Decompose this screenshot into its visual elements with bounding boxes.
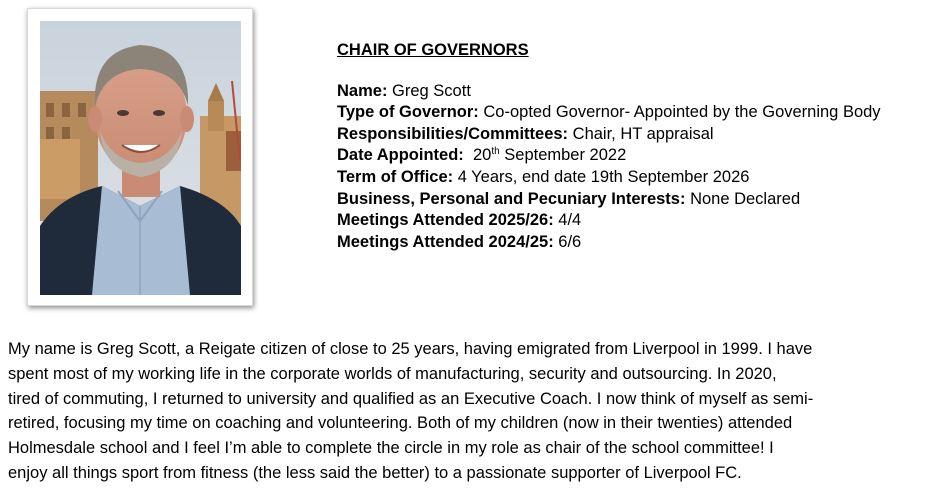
responsibilities-value: Chair, HT appraisal (572, 124, 714, 143)
portrait-frame (27, 8, 253, 306)
name-label: Name: (337, 81, 388, 100)
date-appointed-label: Date Appointed: (337, 146, 464, 165)
interests-value: None Declared (690, 189, 801, 208)
interests-label: Business, Personal and Pecuniary Interests: (337, 189, 686, 208)
meetings-2024-25-row (337, 232, 942, 254)
responsibilities-label: Responsibilities/Committees: (337, 124, 569, 143)
portrait-photo (40, 21, 241, 295)
bio-line: My name is Greg Scott, a Reigate citizen of close to 25 years, having emigrated from Liverpool in 1999. I have (8, 340, 813, 358)
portrait-illustration (40, 21, 241, 295)
name-row (337, 81, 942, 103)
term-label: Term of Office: (337, 167, 454, 186)
name-value: Greg Scott (392, 81, 471, 100)
biography (8, 337, 944, 486)
date-appointed-day: 20 (472, 146, 492, 165)
meetings-2024-25-label: Meetings Attended 2024/25: (337, 232, 554, 251)
date-appointed-day-suffix: th (491, 146, 500, 158)
meetings-2025-26-value: 4/4 (558, 211, 582, 230)
bio-line: tired of commuting, I returned to university and qualified as an Executive Coach. I now think of myself as semi- (8, 389, 814, 408)
interests-row (337, 189, 942, 211)
bio-line: retired, focusing my time on coaching and volunteering. Both of my children (now in their twenties) attended (8, 414, 793, 433)
meetings-2025-26-label: Meetings Attended 2025/26: (337, 211, 554, 230)
governor-type-row (337, 102, 942, 124)
governor-type-value: Co-opted Governor- Appointed by the Governing Body (483, 103, 881, 122)
bio-line: spent most of my working life in the corporate worlds of manufacturing, security and outsourcing. In 2020, (8, 364, 777, 383)
date-appointed-value: September 2022 (504, 146, 627, 165)
bio-line: enjoy all things sport from fitness (the less said the better) to a passionate supporter of Liverpool FC. (8, 463, 742, 482)
page-title: CHAIR OF GOVERNORS (337, 41, 529, 59)
governor-details (337, 40, 942, 253)
meetings-2025-26-row (337, 210, 942, 232)
date-appointed-row (337, 145, 942, 167)
governor-type-label: Type of Governor: (337, 103, 479, 122)
term-row (337, 167, 942, 189)
bio-line: Holmesdale school and I feel I’m able to complete the circle in my role as chair of the school committee! I (8, 439, 774, 458)
meetings-2024-25-value: 6/6 (558, 232, 582, 251)
responsibilities-row (337, 124, 942, 146)
term-value: 4 Years, end date 19th September 2026 (457, 167, 750, 186)
